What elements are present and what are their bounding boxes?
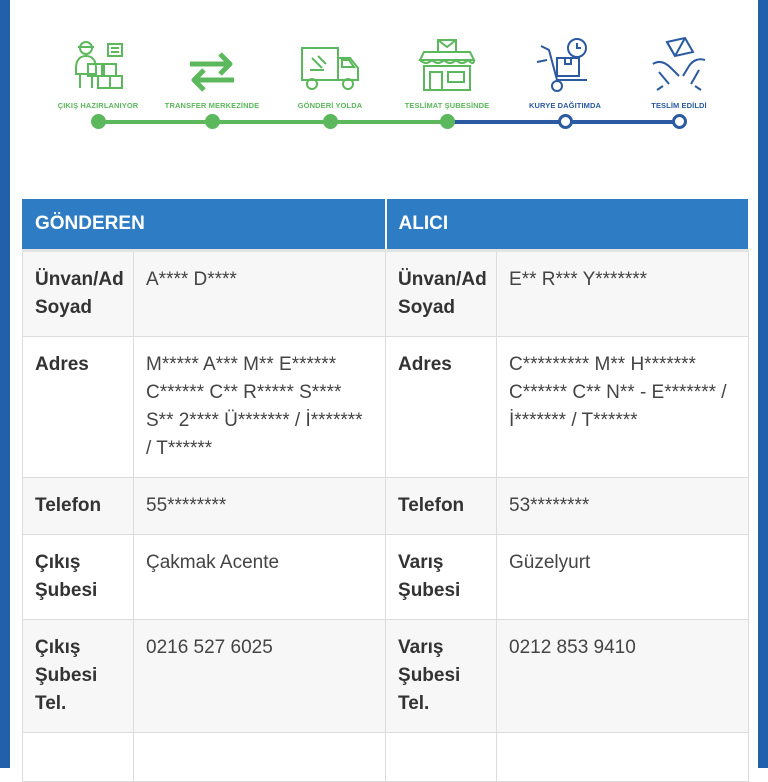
- tracker-progress-line: [330, 120, 447, 124]
- tracker-step: [33, 38, 163, 110]
- worker-packages-icon: [33, 38, 163, 94]
- receiver-field-value: Güzelyurt: [497, 535, 749, 620]
- shipment-info-table: [22, 198, 749, 782]
- tracker-step-dot: [205, 114, 220, 129]
- tracker-step-label: TESLİM EDİLDİ: [651, 101, 707, 110]
- tracker-step: [265, 38, 395, 110]
- table-header-row: [23, 199, 749, 251]
- shipment-tracker: [10, 0, 758, 190]
- sender-field-label: Ünvan/Ad Soyad: [23, 251, 134, 337]
- transfer-arrows-icon: [147, 38, 277, 94]
- tracker-step-label: GÖNDERİ YOLDA: [297, 101, 363, 110]
- hand-truck-clock-icon: [500, 38, 630, 94]
- table-row: [23, 337, 749, 478]
- sender-field-label: Çıkış Şubesi: [23, 535, 134, 620]
- sender-field-value: M***** A*** M** E****** C****** C** R***** S**** S** 2**** Ü******* / İ******* / T******: [134, 337, 386, 478]
- receiver-field-label: Varış Şubesi Tel.: [386, 620, 497, 733]
- tracker-step-label: TRANSFER MERKEZİNDE: [164, 101, 260, 110]
- sender-field-value: 0216 527 6025: [134, 620, 386, 733]
- sender-field-label: [23, 733, 134, 782]
- sender-field-label: Telefon: [23, 478, 134, 535]
- receiver-field-label: Telefon: [386, 478, 497, 535]
- sender-field-value: [134, 733, 386, 782]
- tracker-step-label: ÇIKIŞ HAZIRLANIYOR: [57, 101, 139, 110]
- tracker-step-dot: [91, 114, 106, 129]
- tracker-progress-line: [447, 120, 565, 124]
- sender-field-label: Çıkış Şubesi Tel.: [23, 620, 134, 733]
- receiver-field-label: Varış Şubesi: [386, 535, 497, 620]
- delivery-truck-icon: [265, 38, 395, 94]
- sender-field-value: A**** D****: [134, 251, 386, 337]
- table-row: [23, 535, 749, 620]
- tracker-progress-line: [565, 120, 679, 124]
- tracker-step: [614, 38, 744, 110]
- tracker-step-dot: [440, 114, 455, 129]
- table-row: [23, 620, 749, 733]
- receiver-field-value: E** R*** Y*******: [497, 251, 749, 337]
- receiver-field-value: 53********: [497, 478, 749, 535]
- tracker-step-label: TESLİMAT ŞUBESİNDE: [404, 101, 490, 110]
- receiver-field-label: Adres: [386, 337, 497, 478]
- table-row: [23, 251, 749, 337]
- hands-package-icon: [614, 38, 744, 94]
- receiver-header: ALICI: [386, 199, 749, 251]
- receiver-field-label: Ünvan/Ad Soyad: [386, 251, 497, 337]
- receiver-field-value: C********* M** H******* C****** C** N** - E******* / İ******* / T******: [497, 337, 749, 478]
- window-frame-left: [0, 0, 10, 768]
- sender-field-label: Adres: [23, 337, 134, 478]
- table-row: [23, 478, 749, 535]
- sender-field-value: Çakmak Acente: [134, 535, 386, 620]
- receiver-field-value: [497, 733, 749, 782]
- tracker-progress-line: [98, 120, 212, 124]
- sender-header: GÖNDEREN: [23, 199, 386, 251]
- table-row: [23, 733, 749, 782]
- tracker-step: [382, 38, 512, 110]
- branch-store-icon: [382, 38, 512, 94]
- tracker-steps: [10, 38, 758, 118]
- receiver-field-value: 0212 853 9410: [497, 620, 749, 733]
- tracker-step: [500, 38, 630, 110]
- tracker-step-dot: [672, 114, 687, 129]
- tracker-progress-line: [212, 120, 330, 124]
- window-frame-right: [758, 0, 768, 768]
- sender-field-value: 55********: [134, 478, 386, 535]
- tracker-step-dot: [558, 114, 573, 129]
- receiver-field-label: [386, 733, 497, 782]
- tracker-step: [147, 38, 277, 110]
- tracker-step-label: KURYE DAĞITIMDA: [528, 101, 602, 110]
- tracker-step-dot: [323, 114, 338, 129]
